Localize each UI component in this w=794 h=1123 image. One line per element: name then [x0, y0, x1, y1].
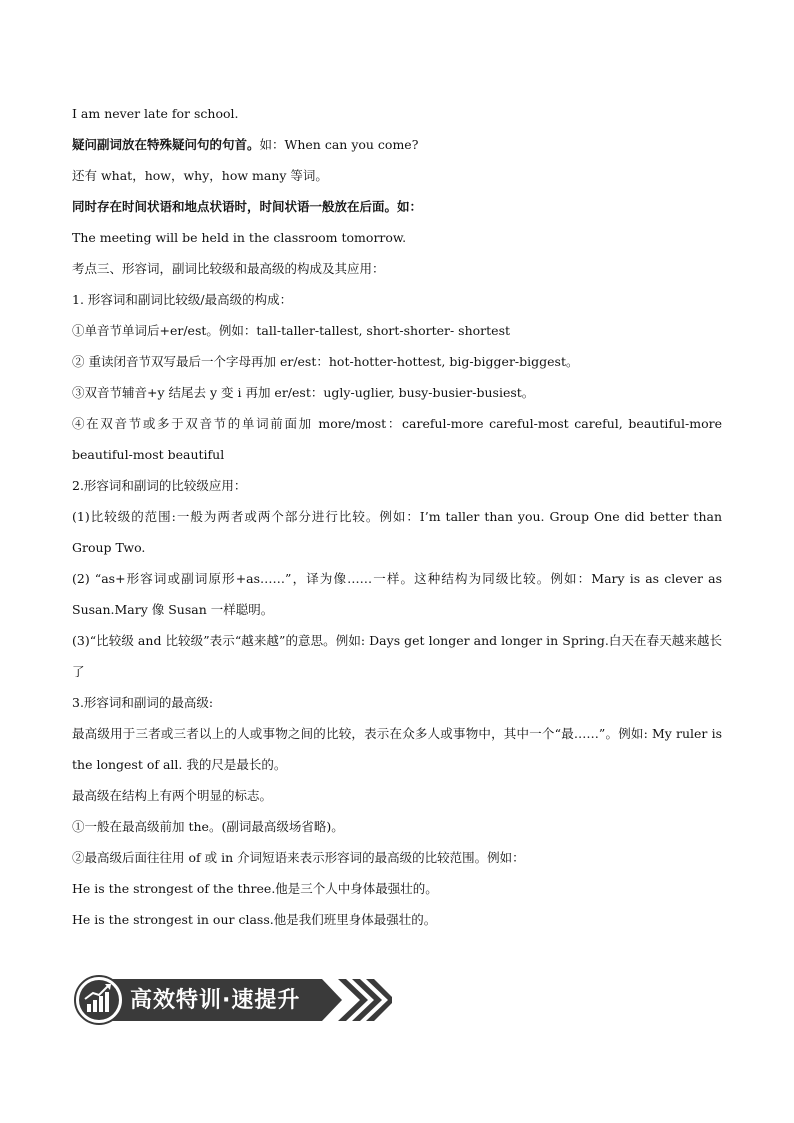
- document-body: [72, 98, 722, 935]
- text-paragraph: 最高级用于三者或三者以上的人或事物之间的比较，表示在众多人或事物中，其中一个“最……”。例如: My ruler is the longest of all. 我的尺是最长的。: [72, 726, 722, 772]
- text-line: I am never late for school.: [72, 106, 239, 121]
- text-line: The meeting will be held in the classroom tomorrow.: [72, 230, 407, 245]
- text-paragraph: (3)“比较级 and 比较级”表示“越来越”的意思。例如: Days get longer and longer in Spring.白天在春天越来越长了: [72, 633, 722, 679]
- text-line: ③双音节辅音+y 结尾去 y 变 i 再加 er/est：ugly-uglier, busy-busier-busiest。: [72, 385, 535, 400]
- example-sentence: He is the strongest in our class.他是我们班里身体最强壮的。: [72, 912, 437, 927]
- subsection-heading: 3.形容词和副词的最高级:: [72, 695, 214, 710]
- text-line: ①一般在最高级前加 the。(副词最高级场省略)。: [72, 819, 344, 834]
- rule-line: [72, 129, 722, 160]
- section-heading: 考点三、形容词，副词比较级和最高级的构成及其应用：: [72, 261, 385, 276]
- text-line: ② 重读闭音节双写最后一个字母再加 er/est：hot-hotter-hottest, big-bigger-biggest。: [72, 354, 579, 369]
- text-line: ②最高级后面往往用 of 或 in 介词短语来表示形容词的最高级的比较范围。例如：: [72, 850, 525, 865]
- subsection-heading: 2.形容词和副词的比较级应用：: [72, 478, 247, 493]
- text-paragraph: ④在双音节或多于双音节的单词前面加 more/most：careful-more careful-most careful, beautiful-more beautiful-most beautiful: [72, 416, 722, 462]
- text-line: 最高级在结构上有两个明显的标志。: [72, 788, 273, 803]
- subsection-heading: 1. 形容词和副词比较级/最高级的构成：: [72, 292, 293, 307]
- text-paragraph: (2) “as+形容词或副词原形+as……”，译为像……一样。这种结构为同级比较。例如：Mary is as clever as Susan.Mary 像 Susan 一样聪明。: [72, 571, 722, 617]
- banner-title: 高效特训·速提升: [130, 988, 301, 1013]
- text-line: 还有 what，how，why，how many 等词。: [72, 168, 328, 183]
- rule-line: [72, 191, 722, 222]
- rule-example-text: 如：When can you come?: [259, 137, 419, 152]
- bold-rule-text: 同时存在时间状语和地点状语时，时间状语一般放在后面。: [72, 199, 398, 214]
- example-sentence: He is the strongest of the three.他是三个人中身体最强壮的。: [72, 881, 438, 896]
- text-line: ①单音节单词后+er/est。例如：tall-taller-tallest, short-shorter- shortest: [72, 323, 511, 338]
- bold-rule-text: 疑问副词放在特殊疑问句的句首。: [72, 137, 260, 152]
- text-paragraph: (1)比较级的范围:一般为两者或两个部分进行比较。例如：I’m taller than you. Group One did better than Group Two.: [72, 509, 722, 555]
- section-banner: [72, 973, 392, 1027]
- rule-example-text: 如：: [397, 199, 423, 214]
